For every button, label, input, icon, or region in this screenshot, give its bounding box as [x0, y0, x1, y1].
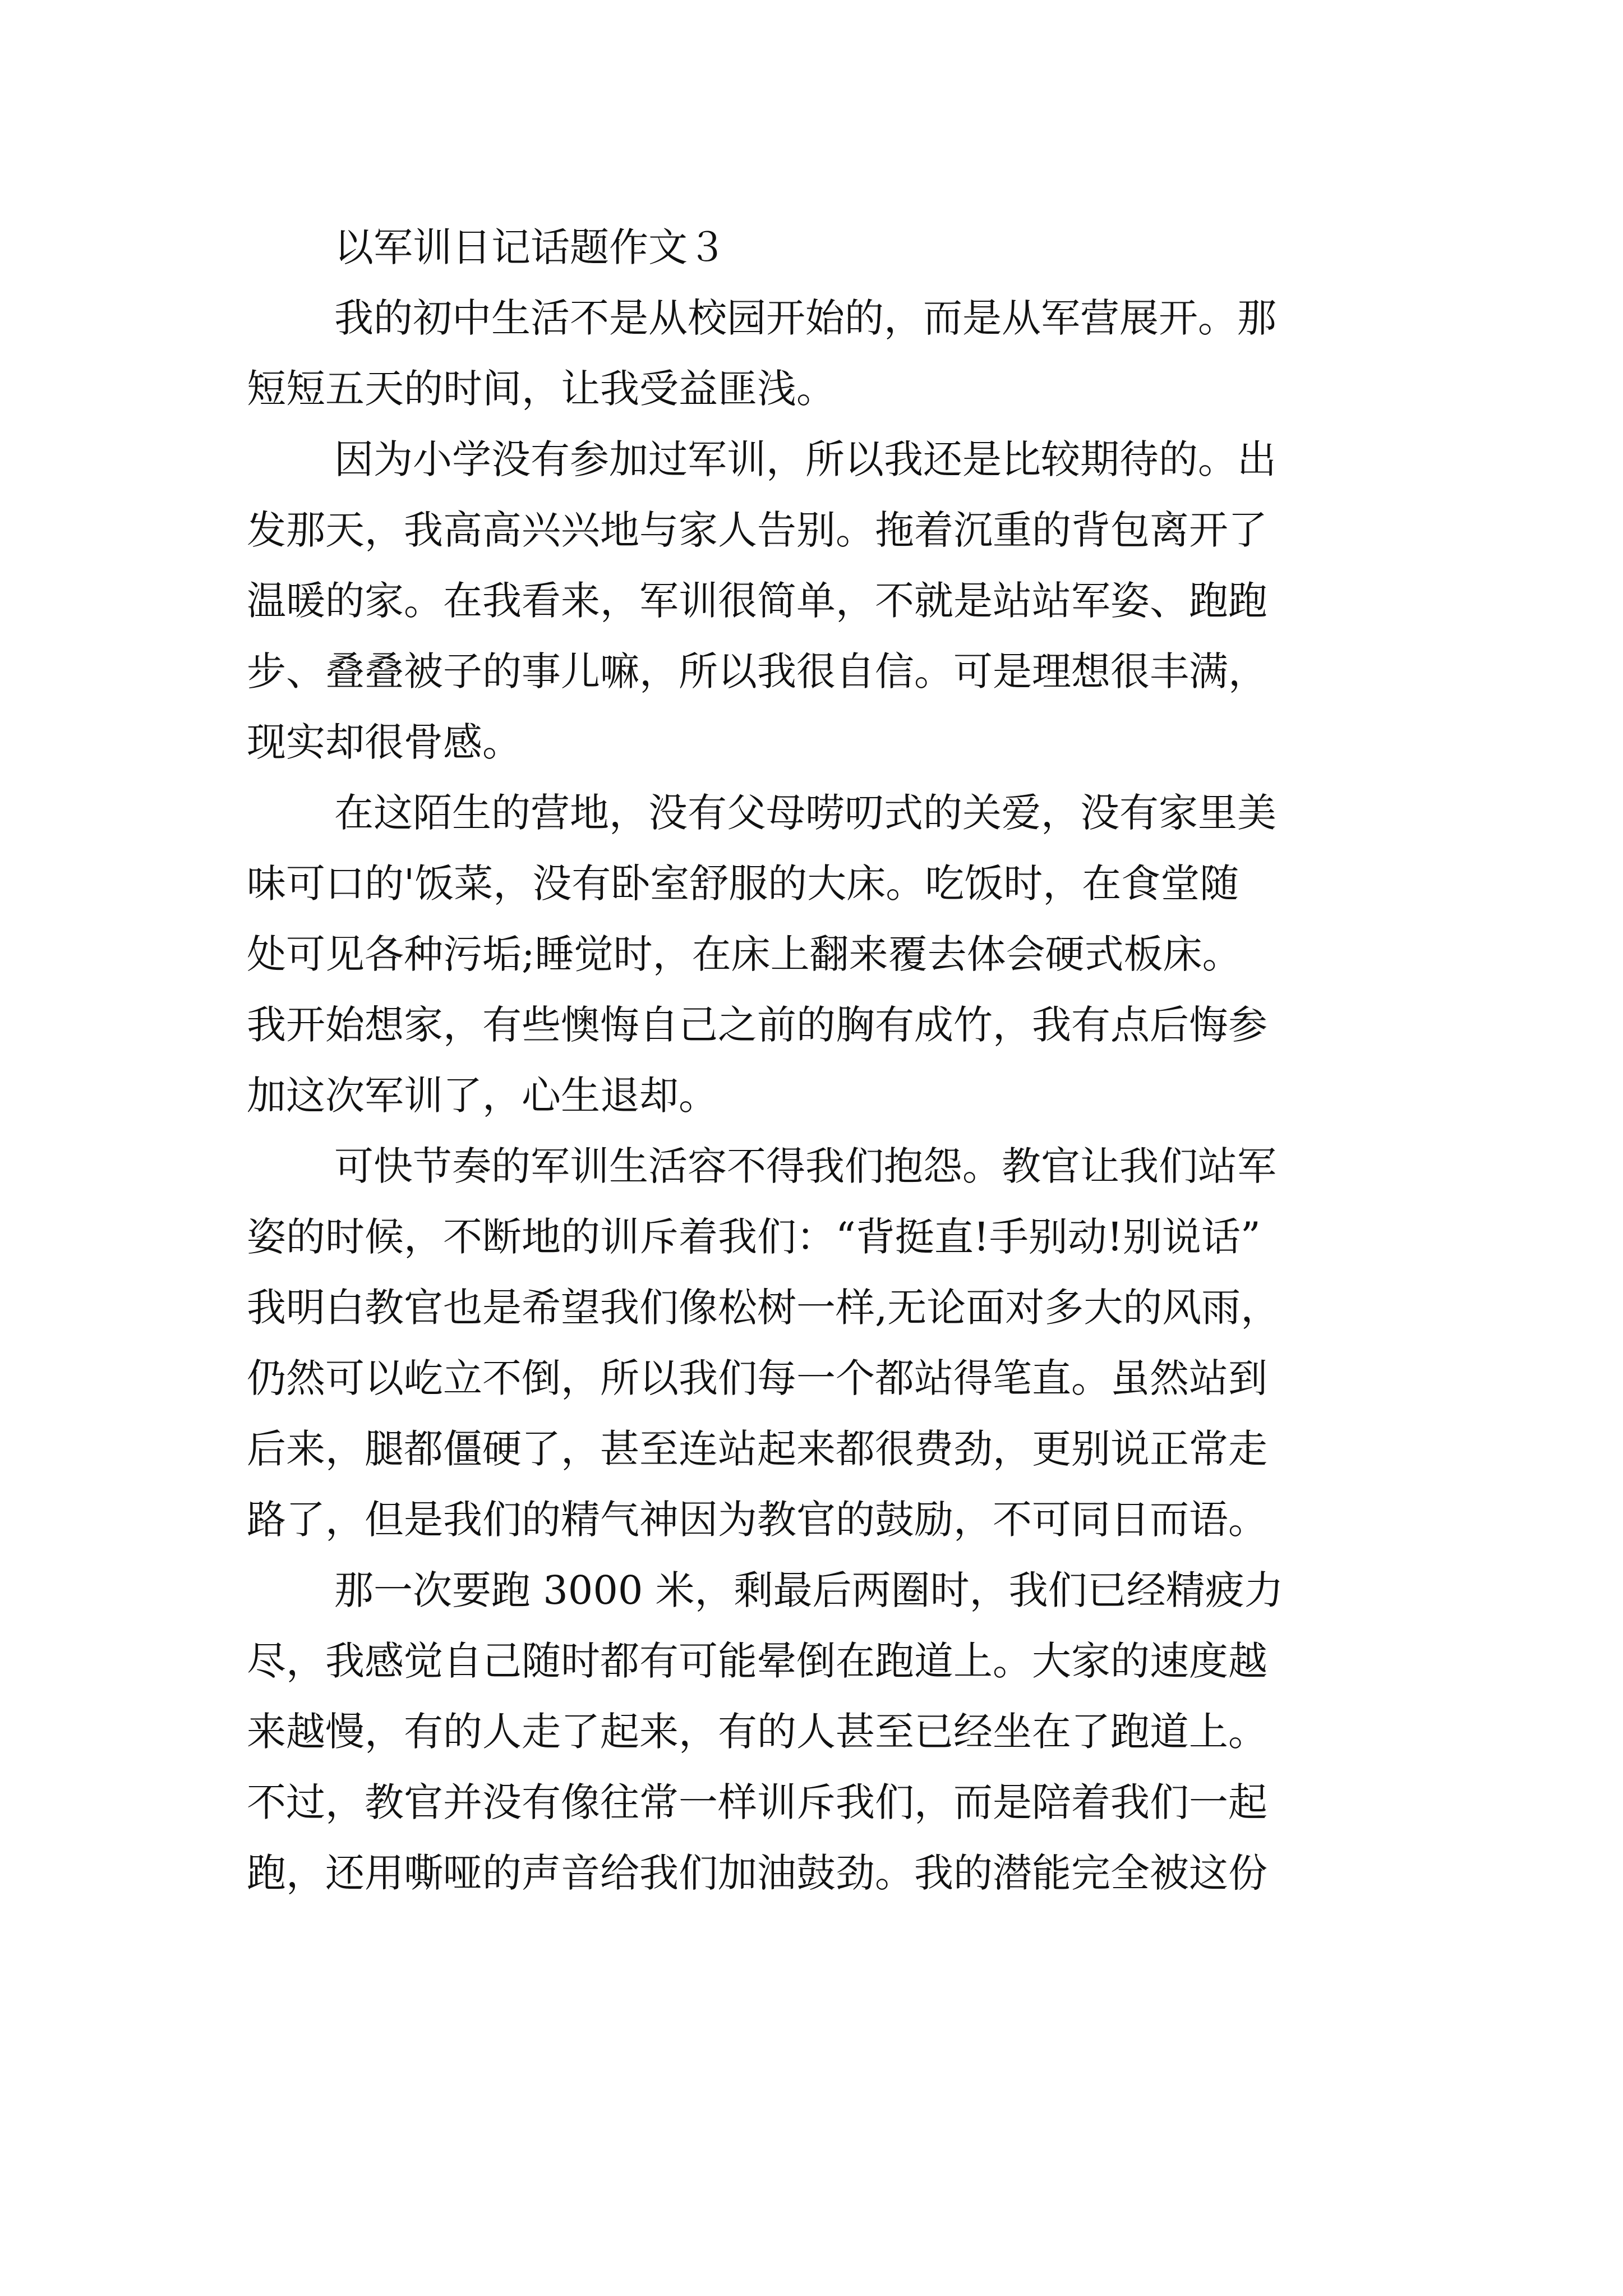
paragraph-line: 因为小学没有参加过军训，所以我还是比较期待的。出	[334, 436, 1276, 482]
paragraph-line: 路了，但是我们的精气神因为教官的鼓励，不可同日而语。	[247, 1497, 1267, 1543]
paragraph-line: 我明白教官也是希望我们像松树一样,无论面对多大的风雨，	[247, 1285, 1280, 1331]
paragraph-line: 处可见各种污垢;睡觉时，在床上翻来覆去体会硬式板床。	[247, 931, 1242, 977]
document-title: 以军训日记话题作文３	[334, 224, 727, 270]
paragraph-line: 跑，还用嘶哑的声音给我们加油鼓劲。我的潜能完全被这份	[247, 1850, 1267, 1896]
paragraph-line: 我的初中生活不是从校园开始的，而是从军营展开。那	[334, 295, 1276, 341]
paragraph-line: 后来，腿都僵硬了，甚至连站起来都很费劲，更别说正常走	[247, 1426, 1267, 1472]
paragraph-line: 不过，教官并没有像往常一样训斥我们，而是陪着我们一起	[247, 1779, 1267, 1825]
paragraph-line: 味可口的'饭菜，没有卧室舒服的大床。吃饭时，在食堂随	[247, 861, 1239, 907]
paragraph-line: 步、叠叠被子的事儿嘛，所以我很自信。可是理想很丰满，	[247, 648, 1267, 694]
paragraph-line: 可快节奏的军训生活容不得我们抱怨。教官让我们站军	[334, 1143, 1276, 1189]
paragraph-line: 发那天，我高高兴兴地与家人告别。拖着沉重的背包离开了	[247, 507, 1267, 553]
paragraph-line: 加这次军训了，心生退却。	[247, 1073, 718, 1119]
paragraph-line: 温暖的家。在我看来，军训很简单，不就是站站军姿、跑跑	[247, 578, 1267, 624]
document-body	[247, 212, 1391, 1908]
paragraph-line: 仍然可以屹立不倒，所以我们每一个都站得笔直。虽然站到	[247, 1355, 1267, 1401]
paragraph-line: 那一次要跑 3000 米，剩最后两圈时，我们已经精疲力	[334, 1567, 1284, 1613]
paragraph-line: 现实却很骨感。	[247, 719, 522, 765]
paragraph-line: 短短五天的时间，让我受益匪浅。	[247, 366, 836, 412]
paragraph-line: 姿的时候，不断地的训斥着我们：“背挺直!手别动!别说话”	[247, 1214, 1261, 1260]
paragraph-line: 我开始想家，有些懊悔自己之前的胸有成竹，我有点后悔参	[247, 1002, 1267, 1048]
paragraph-line: 来越慢，有的人走了起来，有的人甚至已经坐在了跑道上。	[247, 1709, 1267, 1755]
paragraph-line: 尽，我感觉自己随时都有可能晕倒在跑道上。大家的速度越	[247, 1638, 1267, 1684]
paragraph-line: 在这陌生的营地，没有父母唠叨式的关爱，没有家里美	[334, 790, 1276, 836]
